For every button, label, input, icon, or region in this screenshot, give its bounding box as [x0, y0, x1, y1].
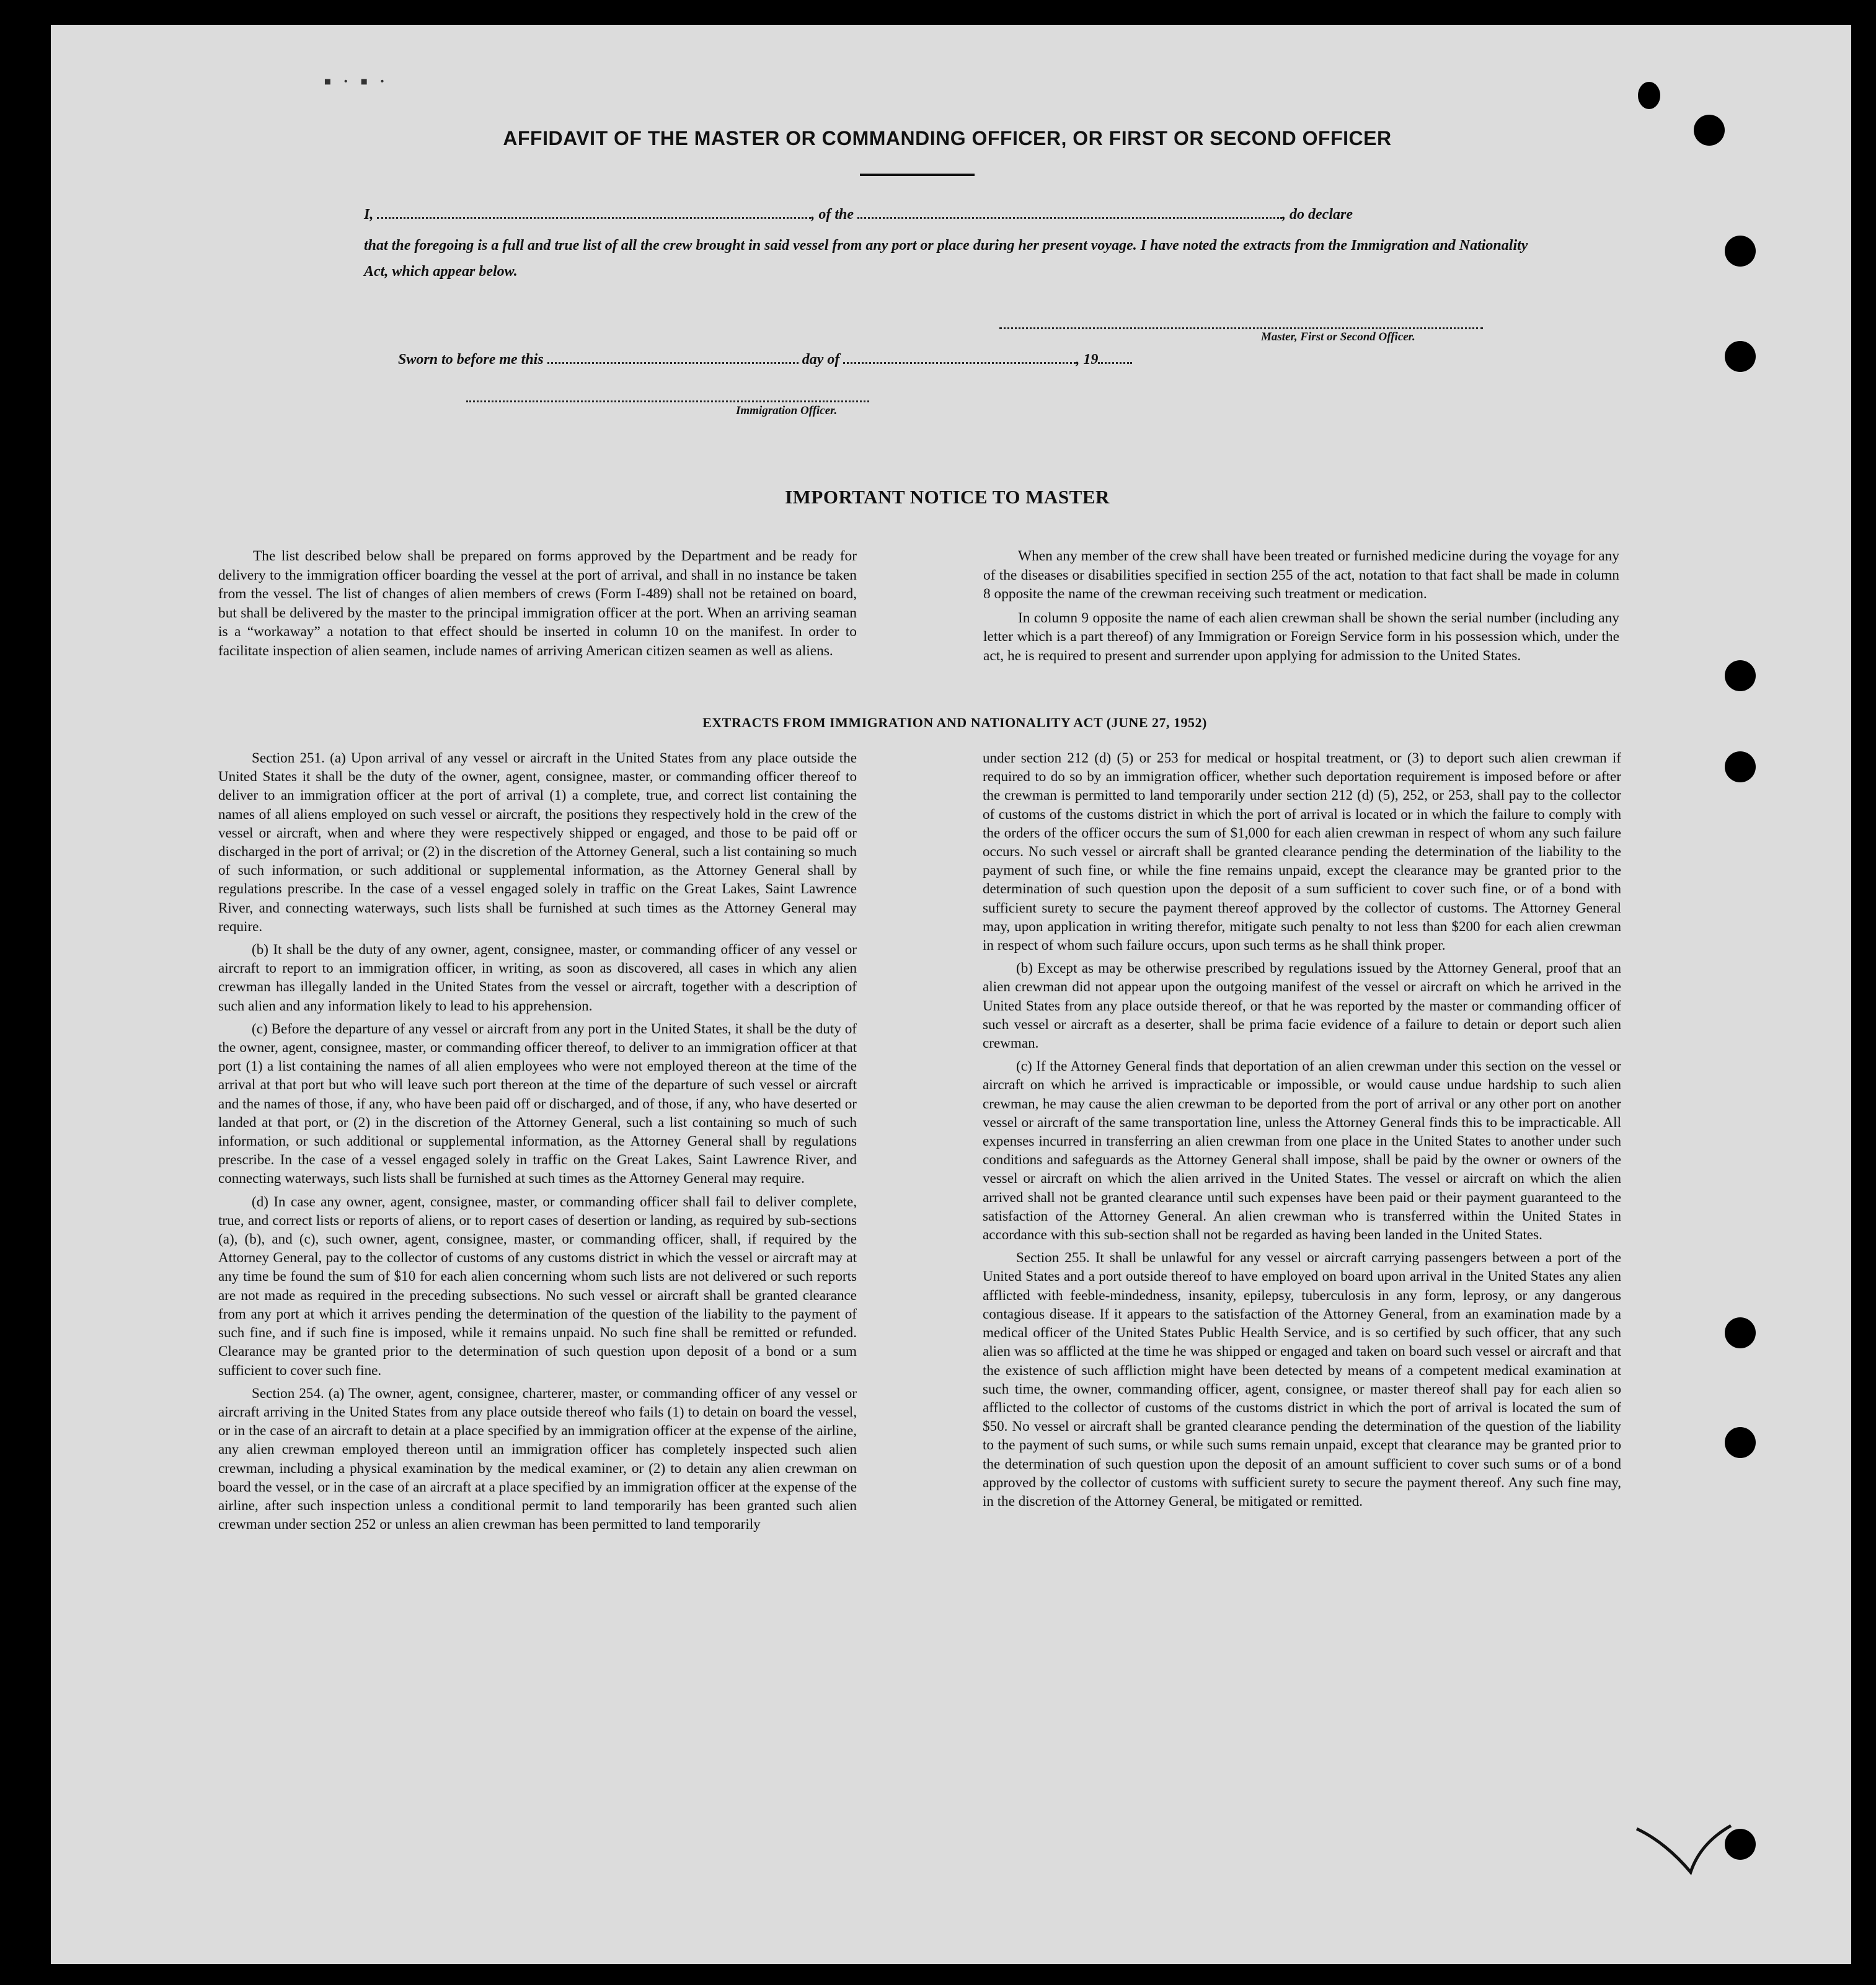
section-251b: (b) It shall be the duty of any owner, agent, consignee, master, or commanding officer of any vessel or aircraft to report to an immigration officer, in writing, as soon as discovered, all cases in which any alien crewman has illegally landed in the United States from the vessel or aircraft, together with a description of such alien and any information likely to lead to his apprehension.: [218, 941, 857, 1014]
notice-right-column: [983, 547, 1619, 665]
declaration-line: [364, 206, 1353, 223]
document-page: [51, 25, 1851, 1964]
binder-hole: [1638, 82, 1660, 109]
master-signature-label: Master, First or Second Officer.: [1261, 330, 1415, 343]
sworn-year-field[interactable]: [1098, 351, 1132, 364]
sworn-day-field[interactable]: [547, 351, 799, 364]
day-of-label: day of: [802, 351, 840, 368]
scan-specks: ▪ · ▪ ·: [324, 69, 389, 94]
notice-right-text-2: In column 9 opposite the name of each alien crewman shall be shown the serial number (including any letter which is a part thereof) of any Immigration or Foreign Service form in his possession which, under the act, he is required to present and surrender upon applying for admission to the United States.: [983, 609, 1619, 664]
section-251d: (d) In case any owner, agent, consignee, master, or commanding officer shall fail to deliver complete, true, and correct lists or reports of aliens, or to report cases of desertion or landing, as required by sub-sections (a), (b), and (c), such owner, agent, consignee, master, or commanding officer, shall, if required by the Attorney General, pay to the collector of customs of any customs district in which the vessel or aircraft may at any time be found the sum of $10 for each alien concerning whom such lists are not delivered or such reports are not made as required in the preceding subsections. No such vessel or aircraft shall be granted clearance from any port at which it arrives pending the determination of the question of the liability to the payment of such fine, and if such fine is imposed, while it remains unpaid. No such fine shall be remitted or refunded. Clearance may be granted prior to the determination of such question upon deposit of a bond or a sum sufficient to cover such fine.: [218, 1193, 857, 1378]
officer-signature-line[interactable]: [466, 399, 869, 402]
section-251c: (c) Before the departure of any vessel or aircraft from any port in the United States, it shall be the duty of the owner, agent, consignee, master, or commanding officer thereof, to deliver to an immigration officer at that port (1) a list containing the names of all alien employees who were not employed thereon at the time of the arrival at that port but who will leave such port thereon at the time of the departure of such vessel or aircraft and the names of those, if any, who have been paid off or discharged, and of those, if any, who have deserted or landed at that port, or (2) in the discretion of the Attorney General, such a list containing so much of such information, or such additional or supplemental information, as the Attorney General shall by regulations prescribe. In the case of a vessel engaged solely in traffic on the Great Lakes, Saint Lawrence River, and connecting waterways, such lists shall be furnished at such times as the Attorney General may require.: [218, 1020, 857, 1187]
declarant-name-field[interactable]: [377, 206, 811, 219]
of-the-label: , of the: [811, 206, 854, 223]
binder-hole: [1725, 660, 1756, 691]
notice-right-text-1: When any member of the crew shall have been treated or furnished medicine during the voyage for any of the diseases or disabilities specified in section 255 of the act, notation to that fact shall be made in column 8 opposite the name of the crewman receiving such treatment or medication.: [983, 548, 1619, 602]
section-254c: (c) If the Attorney General finds that deportation of an alien crewman under this section on the vessel or aircraft on which he arrived is impracticable or impossible, or would cause undue hardship to such alien crewman, he may cause the alien crewman to be deported from the port of arrival or any other port on another vessel or aircraft of the same transportation line, unless the Attorney General finds this to be impracticable. All expenses incurred in transferring an alien crewman from one place in the United States to another under such conditions and safeguards as the Attorney General shall impose, shall be paid by the owner or owners of the vessel or aircraft on which the alien arrived in the United States. The vessel or aircraft on which the alien arrived shall not be granted clearance until such expenses have been paid or their payment guaranteed to the satisfaction of the Attorney General. An alien crewman who is transferred within the United States in accordance with this sub-section shall not be regarded as having been landed in the United States.: [983, 1058, 1621, 1243]
binder-hole: [1725, 751, 1756, 782]
check-mark-icon: [1632, 1810, 1737, 1885]
extracts-left-column: [218, 748, 857, 1537]
notice-left-column: [218, 547, 857, 660]
declaration-statement: that the foregoing is a full and true list of all the crew brought in said vessel from any port or place during her present voyage. I have noted the extracts from the Immigration and Nationality Act, which appear below.: [364, 237, 1528, 280]
do-declare-label: , do declare: [1282, 206, 1353, 223]
notice-left-text: The list described below shall be prepared on forms approved by the Department and be ready for delivery to the immigration officer boarding the vessel at the port of arrival, and shall in no instance be taken from the vessel. The list of changes of alien members of crews (Form I-489) shall not be retained on board, but shall be delivered by the master to the principal immigration officer at the port. When an arriving seaman is a “workaway” a notation to that effect should be inserted in column 10 on the manifest. In order to facilitate inspection of alien seamen, include names of arriving American citizen seamen as well as aliens.: [218, 548, 857, 659]
officer-signature-label: Immigration Officer.: [736, 404, 838, 417]
binder-hole: [1725, 1427, 1756, 1458]
year-label: , 19: [1076, 351, 1099, 368]
extracts-heading: EXTRACTS FROM IMMIGRATION AND NATIONALITY ACT (JUNE 27, 1952): [702, 715, 1207, 730]
binder-hole: [1725, 236, 1756, 267]
sworn-line: [398, 351, 1132, 368]
section-254a-continued: under section 212 (d) (5) or 253 for medical or hospital treatment, or (3) to deport such alien crewman if required to do so by an immigration officer, whether such deportation requirement is imposed before or after the crewman is permitted to land temporarily under section 212 (d) (5), 252, or 253, shall pay to the collector of customs of the customs district in which the port of arrival is located or in which the failure to comply with the orders of the officer occurs the sum of $1,000 for each alien crewman in respect of whom any such failure occurs. No such vessel or aircraft shall be granted clearance pending the determination of the liability to the payment of such fine, or while the fine remains unpaid, except the clearance may be granted prior to the determination of such question upon the deposit of a sum sufficient to cover such fine, or of a bond with sufficient surety to secure the payment thereof approved by the collector of customs. The Attorney General may, upon application in writing therefor, mitigate such penalty to not less than $200 for each alien crewman in respect of whom such failure occurs, upon such terms as he shall think proper.: [983, 749, 1621, 953]
vessel-name-field[interactable]: [857, 206, 1282, 219]
declarant-label: I,: [364, 206, 374, 223]
section-254a: Section 254. (a) The owner, agent, consignee, charterer, master, or commanding officer of any vessel or aircraft arriving in the United States from any place outside thereof who fails (1) to detain on board the vessel, or in the case of an aircraft to detain at a place specified by an immigration officer at the expense of the airline, any alien crewman employed thereon until an immigration officer has completely inspected such alien crewman, including a physical examination by the medical examiner, or (2) to detain any alien crewman on board the vessel, or in the case of an aircraft at a place specified by an immigration officer at the expense of the airline, after such inspection unless a conditional permit to land temporarily has been granted such alien crewman under section 252 or unless an alien crewman has been permitted to land temporarily: [218, 1384, 857, 1532]
extracts-right-column: [983, 748, 1621, 1514]
title-rule: [860, 174, 975, 176]
section-254b: (b) Except as may be otherwise prescribed by regulations issued by the Attorney General, proof that an alien crewman did not appear upon the outgoing manifest of the vessel or aircraft on which he arrived in the United States from any place outside thereof, or that he was reported by the master or commanding officer of such vessel or aircraft as a deserter, shall be prima facie evidence of a failure to detain or deport such alien crewman.: [983, 960, 1621, 1051]
section-251a: Section 251. (a) Upon arrival of any vessel or aircraft in the United States from any place outside the United States it shall be the duty of the owner, agent, consignee, master, or commanding officer thereof to deliver to an immigration officer at the port of arrival (1) a complete, true, and correct list containing the names of all aliens employed on such vessel or aircraft, the positions they respectively hold in the crew of the vessel or aircraft, when and where they were respectively shipped or engaged, and those to be paid off or discharged in the port of arrival; or (2) in the discretion of the Attorney General, such a list containing so much of such information, or such additional or supplemental information, as the Attorney General shall by regulations prescribe. In the case of a vessel engaged solely in traffic on the Great Lakes, Saint Lawrence River, and connecting waterways, such lists shall be furnished at such times as the Attorney General may require.: [218, 749, 857, 934]
affidavit-title: AFFIDAVIT OF THE MASTER OR COMMANDING OFFICER, OR FIRST OR SECOND OFFICER: [503, 127, 1392, 149]
binder-hole: [1725, 341, 1756, 372]
sworn-prefix: Sworn to before me this: [398, 351, 544, 368]
master-signature-line[interactable]: [999, 326, 1483, 329]
binder-hole: [1725, 1317, 1756, 1348]
sworn-month-field[interactable]: [843, 351, 1076, 364]
notice-heading: IMPORTANT NOTICE TO MASTER: [785, 486, 1110, 508]
section-255: Section 255. It shall be unlawful for any vessel or aircraft carrying passengers between a port of the United States and a port outside thereof to have employed on board upon arrival in the United States any alien afflicted with feeble-mindedness, insanity, epilepsy, tuberculosis in any form, leprosy, or any dangerous contagious disease. If it appears to the satisfaction of the Attorney General, from an examination made by a medical officer of the United States Public Health Service, and is so certified by such officer, that any such alien was so afflicted at the time he was shipped or engaged and taken on board such vessel or aircraft and that the existence of such affliction might have been detected by means of a competent medical examination at such time, the owner, commanding officer, agent, consignee, or master thereof shall pay for each alien so afflicted to the collector of customs of the customs district in which the port of arrival is located the sum of $50. No vessel or aircraft shall be granted clearance pending the determination of the question of the liability to the payment of such sums, or while such sums remain unpaid, except that clearance may be granted prior to the determination of such question upon the deposit of an amount sufficient to cover such sums or of a bond approved by the collector of customs with sufficient surety to secure the payment thereof. Any such fine may, in the discretion of the Attorney General, be mitigated or remitted.: [983, 1249, 1621, 1509]
